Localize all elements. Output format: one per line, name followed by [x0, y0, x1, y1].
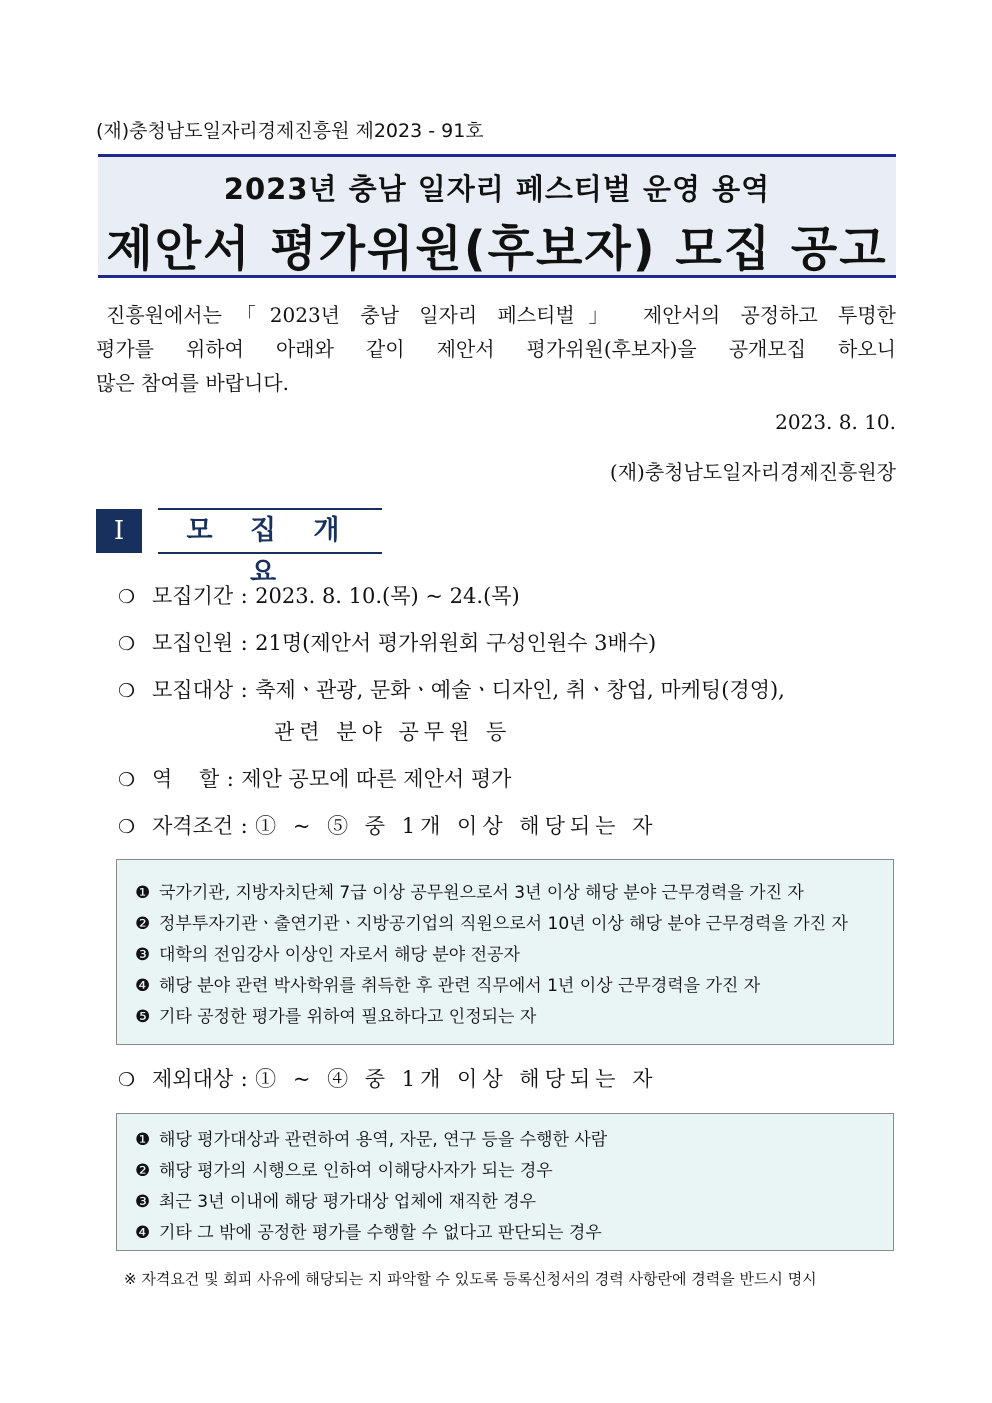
item-separator: :	[240, 584, 248, 608]
intro-line-1: 진흥원에서는「2023년 충남 일자리 페스티벌」 제안서의 공정하고 투명한	[106, 303, 896, 327]
item-separator: :	[240, 1067, 248, 1091]
title-box	[98, 154, 896, 278]
item-target-continued: 관련 분야 공무원 등	[274, 720, 512, 744]
bullet-icon: ❍	[118, 769, 136, 791]
item-separator: :	[240, 678, 248, 702]
item-target	[118, 674, 785, 704]
qualification-item: ❷ 정부투자기관ㆍ출연기관ㆍ지방공기업의 직원으로서 10년 이상 해당 분야 근무경력을 가진 자	[135, 914, 848, 934]
item-value: ① ~ ⑤ 중 1개 이상 해당되는 자	[255, 814, 658, 838]
intro-paragraph	[96, 298, 896, 400]
title-line-1: 2023년 충남 일자리 페스티벌 운영 용역	[223, 172, 771, 206]
item-label: 제외대상	[152, 1067, 234, 1091]
document-number: (재)충청남도일자리경제진흥원 제2023 - 91호	[96, 120, 484, 142]
section-title: 모 집 개 요	[158, 508, 382, 554]
item-period	[118, 580, 520, 610]
section-number-badge: Ⅰ	[96, 509, 142, 553]
item-value: 21명(제안서 평가위원회 구성인원수 3배수)	[255, 631, 657, 655]
item-value: 제안 공모에 따른 제안서 평가	[241, 767, 512, 791]
bullet-icon: ❍	[118, 680, 136, 702]
item-separator: :	[226, 767, 234, 791]
qualification-item: ❹ 해당 분야 관련 박사학위를 취득한 후 관련 직무에서 1년 이상 근무경력을 가진 자	[135, 976, 761, 996]
qualification-item: ❶ 국가기관, 지방자치단체 7급 이상 공무원으로서 3년 이상 해당 분야 근무경력을 가진 자	[135, 883, 804, 903]
item-value: 2023. 8. 10.(목) ~ 24.(목)	[255, 584, 520, 608]
bullet-icon: ❍	[118, 586, 136, 608]
qualification-box	[116, 859, 894, 1045]
footnote: ※ 자격요건 및 회피 사유에 해당되는 지 파악할 수 있도록 등록신청서의 경력 사항란에 경력을 반드시 명시	[124, 1270, 817, 1288]
item-label: 모집기간	[152, 584, 234, 608]
item-separator: :	[240, 631, 248, 655]
exclusion-item: ❹ 기타 그 밖에 공정한 평가를 수행할 수 없다고 판단되는 경우	[135, 1223, 602, 1243]
intro-line-2: 평가를 위하여 아래와 같이 제안서 평가위원(후보자)을 공개모집 하오니	[96, 337, 896, 361]
exclusion-item: ❸ 최근 3년 이내에 해당 평가대상 업체에 재직한 경우	[135, 1192, 537, 1212]
item-role	[118, 763, 511, 793]
intro-line-3: 많은 참여를 바랍니다.	[96, 371, 289, 395]
item-label: 모집인원	[152, 631, 234, 655]
issuer-name: (재)충청남도일자리경제진흥원장	[609, 460, 896, 484]
item-qualification	[118, 810, 657, 840]
item-label: 역 할	[152, 767, 220, 791]
bullet-icon: ❍	[118, 816, 136, 838]
item-exclusion	[118, 1063, 657, 1093]
qualification-item: ❸ 대학의 전임강사 이상인 자로서 해당 분야 전공자	[135, 945, 520, 965]
exclusion-box	[116, 1113, 894, 1251]
announcement-date: 2023. 8. 10.	[775, 410, 896, 434]
item-headcount	[118, 627, 656, 657]
title-line-2: 제안서 평가위원(후보자) 모집 공고	[106, 221, 888, 277]
bullet-icon: ❍	[118, 633, 136, 655]
qualification-item: ❺ 기타 공정한 평가를 위하여 필요하다고 인정되는 자	[135, 1007, 537, 1027]
item-value: ① ~ ④ 중 1개 이상 해당되는 자	[255, 1067, 658, 1091]
item-label: 모집대상	[152, 678, 234, 702]
exclusion-item: ❷ 해당 평가의 시행으로 인하여 이해당사자가 되는 경우	[135, 1161, 553, 1181]
item-label: 자격조건	[152, 814, 234, 838]
item-separator: :	[240, 814, 248, 838]
item-value: 축제ㆍ관광, 문화ㆍ예술ㆍ디자인, 취ㆍ창업, 마케팅(경영),	[255, 678, 785, 702]
bullet-icon: ❍	[118, 1069, 136, 1091]
exclusion-item: ❶ 해당 평가대상과 관련하여 용역, 자문, 연구 등을 수행한 사람	[135, 1130, 608, 1150]
